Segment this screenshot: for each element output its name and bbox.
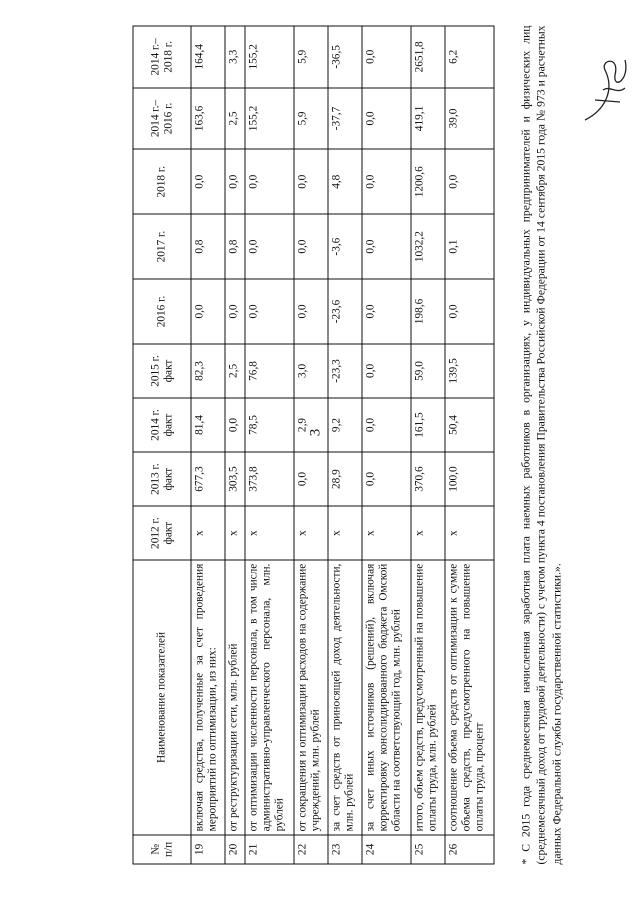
cell-value: 82,3 xyxy=(191,344,225,398)
cell-value: 370,6 xyxy=(411,452,445,506)
cell-value: х xyxy=(362,506,411,560)
cell-value: 163,6 xyxy=(191,88,225,150)
cell-value: 39,0 xyxy=(445,88,494,150)
table-row xyxy=(362,26,411,864)
cell-value: 0,0 xyxy=(245,214,294,279)
cell-value: 0,0 xyxy=(362,149,411,214)
cell-value: 0,0 xyxy=(362,26,411,88)
cell-value: х xyxy=(294,506,328,560)
cell-value: 1032,2 xyxy=(411,214,445,279)
cell-value: 0,0 xyxy=(225,149,245,214)
cell-value: 0,0 xyxy=(362,344,411,398)
cell-value: 0,0 xyxy=(225,279,245,344)
row-number: 26 xyxy=(445,835,494,864)
cell-value: 0,8 xyxy=(225,214,245,279)
cell-value: 6,2 xyxy=(445,26,494,88)
cell-value: 0,0 xyxy=(362,279,411,344)
row-description: итого, объем средств, предусмотренный на повышение оплаты труда, млн. рублей xyxy=(411,560,445,835)
cell-value: 0,8 xyxy=(191,214,225,279)
cell-value: х xyxy=(328,506,362,560)
cell-value: 303,5 xyxy=(225,452,245,506)
cell-value: 2,5 xyxy=(225,344,245,398)
indicators-table xyxy=(133,26,495,865)
table-container xyxy=(132,26,494,865)
cell-value: 164,4 xyxy=(191,26,225,88)
footnote-container xyxy=(518,26,588,865)
cell-value: 3,0 xyxy=(294,344,328,398)
cell-value: 81,4 xyxy=(191,398,225,452)
row-number: 20 xyxy=(225,835,245,864)
cell-value: 59,0 xyxy=(411,344,445,398)
row-number: 22 xyxy=(294,835,328,864)
cell-value: 28,9 xyxy=(328,452,362,506)
table-row xyxy=(245,26,294,864)
col-header: 2018 г. xyxy=(133,149,191,214)
cell-value: 419,1 xyxy=(411,88,445,150)
cell-value: 50,4 xyxy=(445,398,494,452)
cell-value: 0,0 xyxy=(362,398,411,452)
cell-value: 0,1 xyxy=(445,214,494,279)
cell-value: 155,2 xyxy=(245,88,294,150)
col-header: № п/п xyxy=(133,835,191,864)
cell-value: 5,9 xyxy=(294,88,328,150)
cell-value: 76,8 xyxy=(245,344,294,398)
cell-value: 0,0 xyxy=(225,398,245,452)
cell-value: 0,0 xyxy=(191,279,225,344)
table-row xyxy=(328,26,362,864)
row-description: от сокращения и оптимизации расходов на содержание учреждений, млн. рублей xyxy=(294,560,328,835)
cell-value: -3,6 xyxy=(328,214,362,279)
cell-value: -23,6 xyxy=(328,279,362,344)
cell-value: х xyxy=(445,506,494,560)
col-header: 2014 г.– 2016 г. xyxy=(133,88,191,150)
table-row xyxy=(445,26,494,864)
cell-value: 0,0 xyxy=(245,149,294,214)
row-number: 25 xyxy=(411,835,445,864)
cell-value: -23,3 xyxy=(328,344,362,398)
cell-value: 0,0 xyxy=(294,214,328,279)
col-header: 2014 г. факт xyxy=(133,398,191,452)
col-header: 2016 г. xyxy=(133,279,191,344)
cell-value: 0,0 xyxy=(445,279,494,344)
cell-value: -36,5 xyxy=(328,26,362,88)
cell-value: 5,9 xyxy=(294,26,328,88)
cell-value: х xyxy=(191,506,225,560)
row-number: 23 xyxy=(328,835,362,864)
cell-value: 677,3 xyxy=(191,452,225,506)
row-description: соотношение объема средств от оптимизации к сумме объема средств, предусмотренного на повышение оплаты труда, процент xyxy=(445,560,494,835)
table-row xyxy=(411,26,445,864)
page-number: 3 xyxy=(307,428,324,437)
row-number: 19 xyxy=(191,835,225,864)
cell-value: 0,0 xyxy=(362,88,411,150)
cell-value: 155,2 xyxy=(245,26,294,88)
row-description: включая средства, полученные за счет проведения мероприятий по оптимизации, из них: xyxy=(191,560,225,835)
col-header: 2014 г.– 2018 г. xyxy=(133,26,191,88)
cell-value: х xyxy=(245,506,294,560)
table-row xyxy=(294,26,328,864)
table-row xyxy=(225,26,245,864)
row-description: за счет средств от приносящей доход деятельности, млн. рублей xyxy=(328,560,362,835)
row-description: от оптимизации численности персонала, в том числе административно-управленческого персонала, млн. рублей xyxy=(245,560,294,835)
footnote-text: * С 2015 года среднемесячная начисленная заработная плата наемных работников в организациях, у индивидуальных предпринимателей и физических лиц (среднемесячный доход от трудовой деятельности) с учетом пункта 4 постановления Правительства Российской Федерации от 14 сентября 2015 года № 973 и расчетных данных Федеральной службы государственной статистики.». xyxy=(519,25,564,865)
cell-value: 139,5 xyxy=(445,344,494,398)
cell-value: 100,0 xyxy=(445,452,494,506)
cell-value: х xyxy=(411,506,445,560)
cell-value: -37,7 xyxy=(328,88,362,150)
col-header: 2012 г. факт xyxy=(133,506,191,560)
cell-value: 2651,8 xyxy=(411,26,445,88)
cell-value: 0,0 xyxy=(294,149,328,214)
table-header-row xyxy=(133,26,191,864)
cell-value: 0,0 xyxy=(245,279,294,344)
cell-value: 0,0 xyxy=(362,452,411,506)
cell-value: 161,5 xyxy=(411,398,445,452)
cell-value: 198,6 xyxy=(411,279,445,344)
col-header: 2017 г. xyxy=(133,214,191,279)
row-description: от реструктуризации сети, млн. рублей xyxy=(225,560,245,835)
signature-scribble xyxy=(575,40,635,130)
cell-value: 2,9 xyxy=(294,398,328,452)
cell-value: 1200,6 xyxy=(411,149,445,214)
cell-value: х xyxy=(225,506,245,560)
col-header: Наименование показателей xyxy=(133,560,191,835)
col-header: 2013 г. факт xyxy=(133,452,191,506)
row-number: 21 xyxy=(245,835,294,864)
cell-value: 4,8 xyxy=(328,149,362,214)
cell-value: 3,3 xyxy=(225,26,245,88)
cell-value: 0,0 xyxy=(294,279,328,344)
row-number: 24 xyxy=(362,835,411,864)
cell-value: 373,8 xyxy=(245,452,294,506)
cell-value: 0,0 xyxy=(362,214,411,279)
row-description: за счет иных источников (решений), включая корректировку консолидированного бюджета Омской области на соответствующий год, млн. рублей xyxy=(362,560,411,835)
cell-value: 78,5 xyxy=(245,398,294,452)
cell-value: 2,5 xyxy=(225,88,245,150)
cell-value: 0,0 xyxy=(294,452,328,506)
cell-value: 0,0 xyxy=(191,149,225,214)
cell-value: 0,0 xyxy=(445,149,494,214)
col-header: 2015 г. факт xyxy=(133,344,191,398)
cell-value: 9,2 xyxy=(328,398,362,452)
table-row xyxy=(191,26,225,864)
